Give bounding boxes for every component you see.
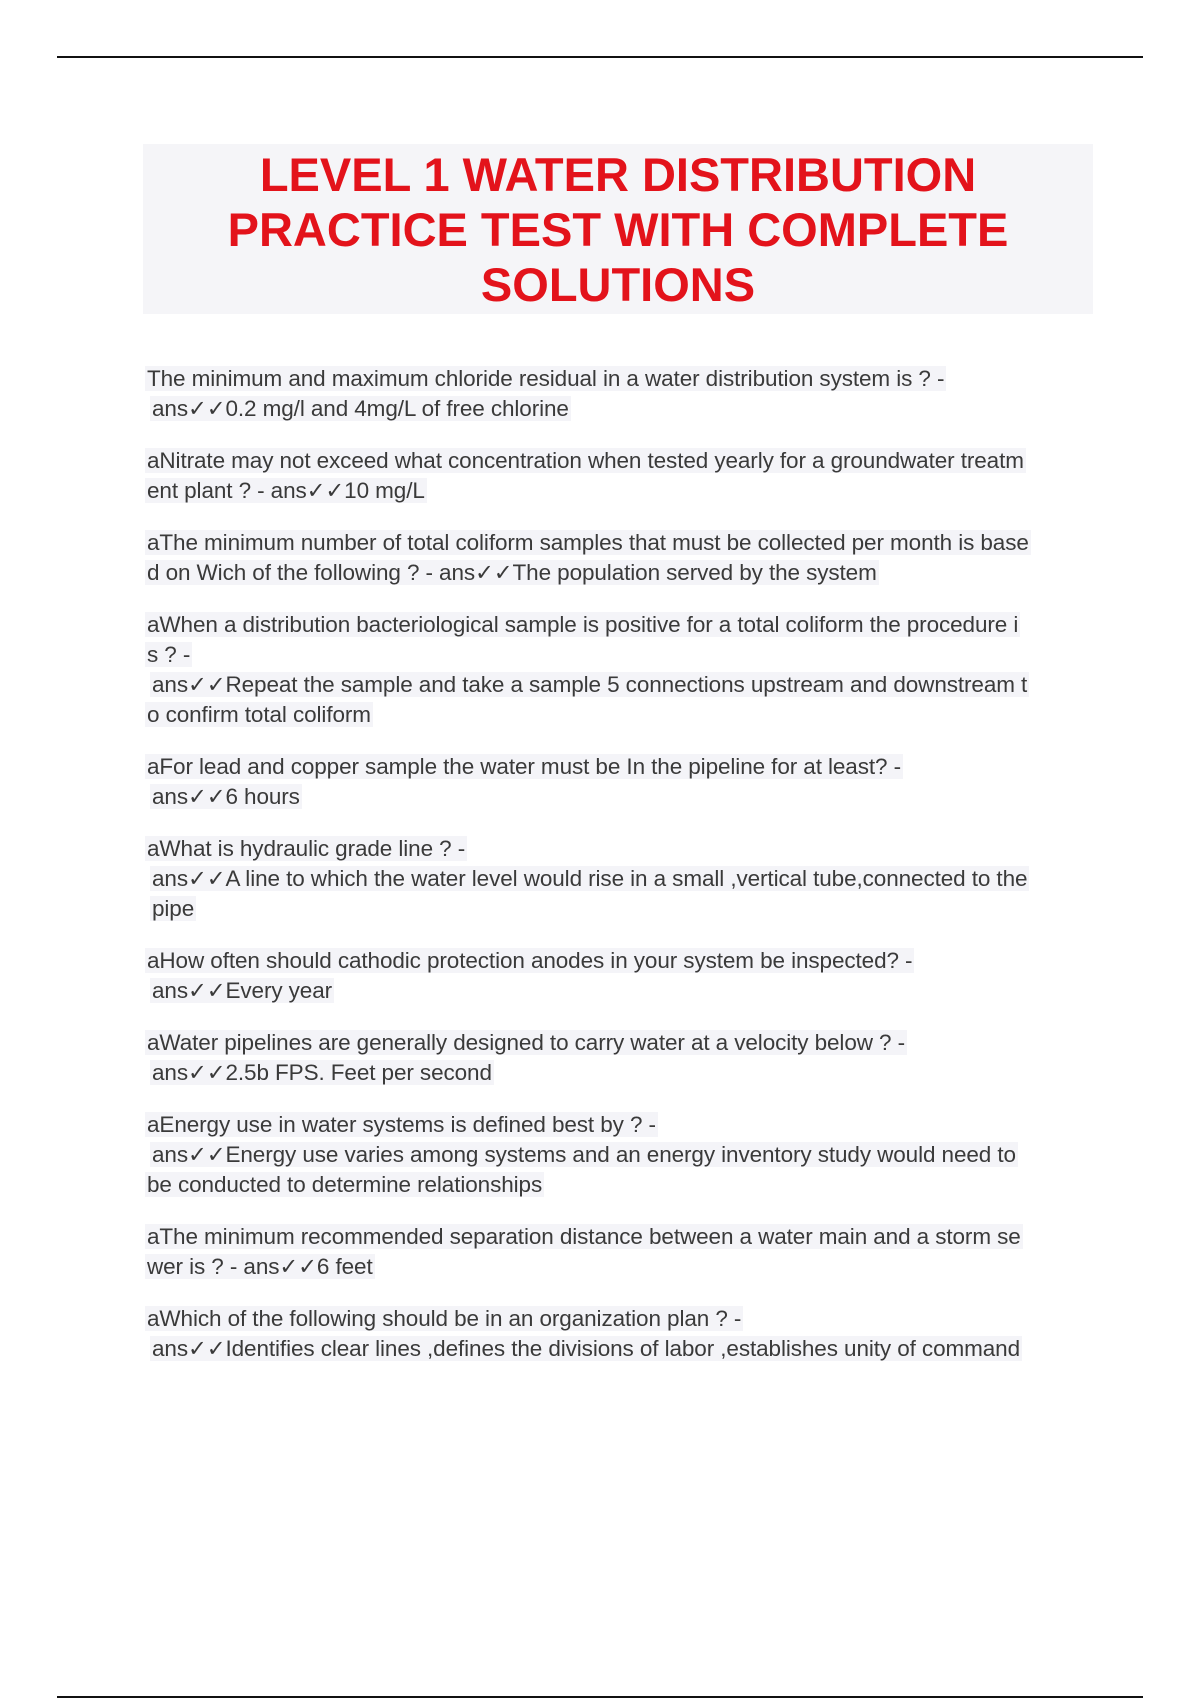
question-line: aWhich of the following should be in an organization plan ? -	[147, 1306, 742, 1331]
qa-item	[145, 446, 1090, 506]
qa-item	[145, 610, 1090, 730]
question-line: s ? -	[147, 642, 191, 667]
header-rule	[57, 56, 1143, 58]
title-line-1: LEVEL 1 WATER DISTRIBUTION	[259, 148, 977, 201]
title-line-2: PRACTICE TEST WITH COMPLETE	[227, 203, 1009, 256]
qa-item	[145, 834, 1090, 924]
question-line: aHow often should cathodic protection anodes in your system be inspected? -	[147, 948, 913, 973]
answer-line: ans✓✓Every year	[152, 978, 333, 1003]
footer-rule	[57, 1696, 1143, 1698]
answer-line: ans✓✓Repeat the sample and take a sample 5 connections upstream and downstream t	[152, 672, 1028, 697]
qa-item	[145, 1110, 1090, 1200]
question-answer-line: wer is ? - ans✓✓6 feet	[147, 1254, 373, 1279]
answer-line: pipe	[152, 896, 195, 921]
question-line: aThe minimum recommended separation distance between a water main and a storm se	[147, 1224, 1021, 1249]
question-line: aThe minimum number of total coliform samples that must be collected per month is base	[147, 530, 1029, 555]
question-line: aWhen a distribution bacteriological sample is positive for a total coliform the procedure i	[147, 612, 1019, 637]
qa-item	[145, 1222, 1090, 1282]
question-line: aWhat is hydraulic grade line ? -	[147, 836, 466, 861]
answer-line: ans✓✓Identifies clear lines ,defines the divisions of labor ,establishes unity of command	[152, 1336, 1021, 1361]
question-answer-list	[145, 364, 1090, 1386]
qa-item	[145, 528, 1090, 588]
answer-line: ans✓✓A line to which the water level would rise in a small ,vertical tube,connected to the	[152, 866, 1028, 891]
answer-line: ans✓✓6 hours	[152, 784, 300, 809]
answer-line: ans✓✓Energy use varies among systems and an energy inventory study would need to	[152, 1142, 1016, 1167]
qa-item	[145, 364, 1090, 424]
answer-line: be conducted to determine relationships	[147, 1172, 543, 1197]
title-banner	[143, 144, 1093, 314]
question-line: aNitrate may not exceed what concentration when tested yearly for a groundwater treatm	[147, 448, 1024, 473]
qa-item	[145, 752, 1090, 812]
question-answer-line: d on Wich of the following ? - ans✓✓The population served by the system	[147, 560, 877, 585]
question-line: aFor lead and copper sample the water must be In the pipeline for at least? -	[147, 754, 901, 779]
answer-line: ans✓✓2.5b FPS. Feet per second	[152, 1060, 492, 1085]
qa-item	[145, 946, 1090, 1006]
title-line-3: SOLUTIONS	[480, 258, 756, 311]
question-answer-line: ent plant ? - ans✓✓10 mg/L	[147, 478, 425, 503]
document-title	[143, 147, 1093, 312]
question-line: aEnergy use in water systems is defined best by ? -	[147, 1112, 656, 1137]
answer-line: ans✓✓0.2 mg/l and 4mg/L of free chlorine	[152, 396, 569, 421]
question-line: The minimum and maximum chloride residual in a water distribution system is ? -	[147, 366, 945, 391]
question-line: aWater pipelines are generally designed to carry water at a velocity below ? -	[147, 1030, 906, 1055]
qa-item	[145, 1028, 1090, 1088]
qa-item	[145, 1304, 1090, 1364]
answer-line: o confirm total coliform	[147, 702, 371, 727]
